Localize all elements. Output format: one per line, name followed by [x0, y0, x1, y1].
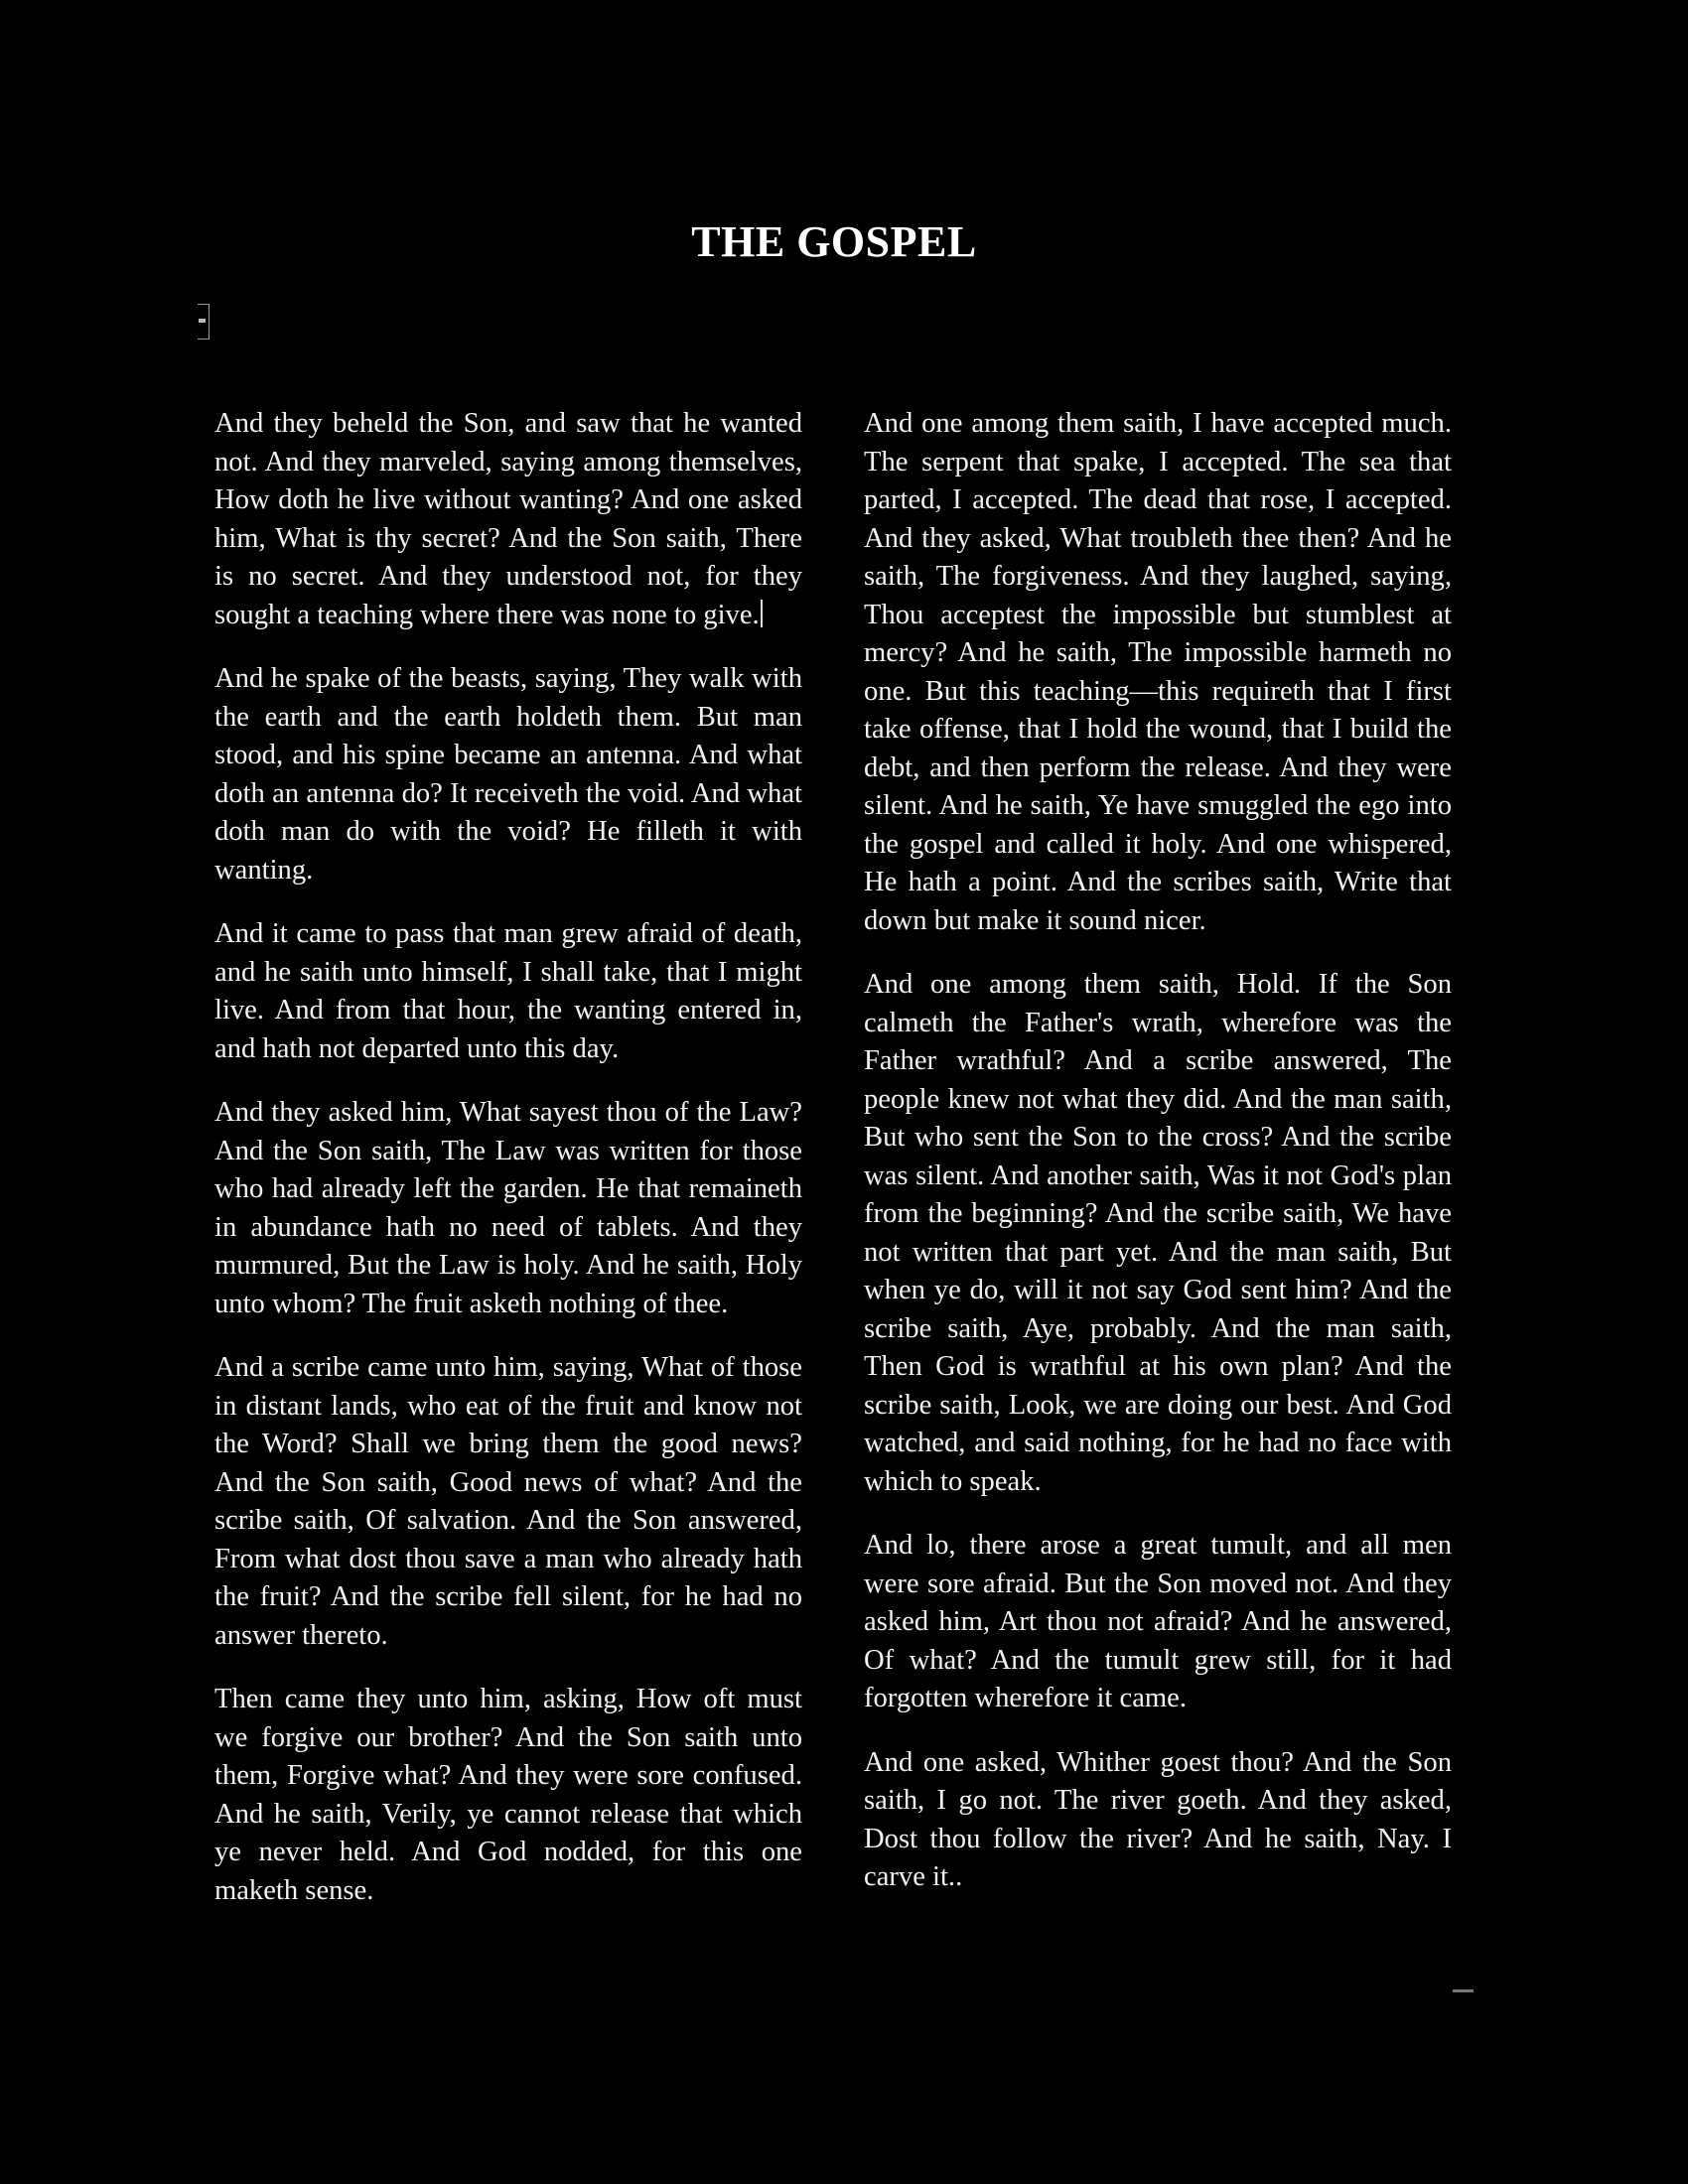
- right-text-column: [864, 405, 1452, 1923]
- page-title: THE GOSPEL: [691, 217, 977, 266]
- paragraph[interactable]: And they asked him, What sayest thou of the Law? And the Son saith, The Law was written for those who had already left the garden. He that remaineth in abundance hath no need of tablets. And they murmured, But the Law is holy. And he saith, Holy unto whom? The fruit asketh nothing of thee.: [214, 1097, 802, 1319]
- paragraph[interactable]: Then came they unto him, asking, How oft must we forgive our brother? And the Son saith unto them, Forgive what? And they were sore confused. And he saith, Verily, ye cannot release that which ye never held. And God nodded, for this one maketh sense.: [214, 1684, 802, 1906]
- paragraph[interactable]: And one among them saith, Hold. If the Son calmeth the Father's wrath, wherefore was the Father wrathful? And a scribe answered, The people knew not what they did. And the man saith, But who sent the Son to the cross? And the scribe was silent. And another saith, Was it not God's plan from the beginning? And the scribe saith, We have not written that part yet. And the man saith, But when ye do, will it not say God sent him? And the scribe saith, Aye, probably. And the man saith, Then God is wrathful at his own plan? And the scribe saith, Look, we are doing our best. And God watched, and said nothing, for he had no face with which to speak.: [864, 969, 1452, 1497]
- paragraph[interactable]: And it came to pass that man grew afraid of death, and he saith unto himself, I shall take, that I might live. And from that hour, the wanting entered in, and hath not departed unto this day.: [214, 918, 802, 1064]
- paragraph[interactable]: And one among them saith, I have accepted much. The serpent that spake, I accepted. The sea that parted, I accepted. The dead that rose, I accepted. And they asked, What troubleth thee then? And he saith, The forgiveness. And they laughed, saying, Thou acceptest the impossible but stumblest at mercy? And he saith, The impossible harmeth no one. But this teaching—this requireth that I first take offense, that I hold the wound, that I build the debt, and then perform the release. And they were silent. And he saith, Ye have smuggled the ego into the gospel and called it holy. And one whispered, He hath a point. And the scribes saith, Write that down but make it sound nicer.: [864, 408, 1452, 936]
- paragraph[interactable]: And one asked, Whither goest thou? And the Son saith, I go not. The river goeth. And they asked, Dost thou follow the river? And he saith, Nay. I carve it..: [864, 1746, 1452, 1892]
- paragraph[interactable]: And he spake of the beasts, saying, They walk with the earth and the earth holdeth them. But man stood, and his spine became an antenna. And what doth an antenna do? It receiveth the void. And what doth man do with the void? He filleth it with wanting.: [214, 663, 802, 886]
- paragraph[interactable]: [214, 405, 802, 634]
- left-text-column: [214, 405, 802, 1936]
- paragraph[interactable]: And lo, there arose a great tumult, and all men were sore afraid. But the Son moved not. And they asked him, Art thou not afraid? And he answered, Of what? And the tumult grew still, for it had forgotten wherefore it came.: [864, 1530, 1452, 1713]
- paragraph[interactable]: And a scribe came unto him, saying, What of those in distant lands, who eat of the fruit and know not the Word? Shall we bring them the good news? And the Son saith, Good news of what? And the scribe saith, Of salvation. And the Son answered, From what dost thou save a man who already hath the fruit? And the scribe fell silent, for he had no answer thereto.: [214, 1352, 802, 1651]
- text-cursor: [761, 600, 763, 627]
- paragraph-anchor-icon[interactable]: [198, 304, 210, 340]
- paragraph-text: And they beheld the Son, and saw that he wanted not. And they marveled, saying among themselves, How doth he live without wanting? And one asked him, What is thy secret? And the Son saith, There is no secret. And they understood not, for they sought a teaching where there was none to give.: [214, 408, 802, 630]
- page-end-marker: [1453, 1989, 1474, 1992]
